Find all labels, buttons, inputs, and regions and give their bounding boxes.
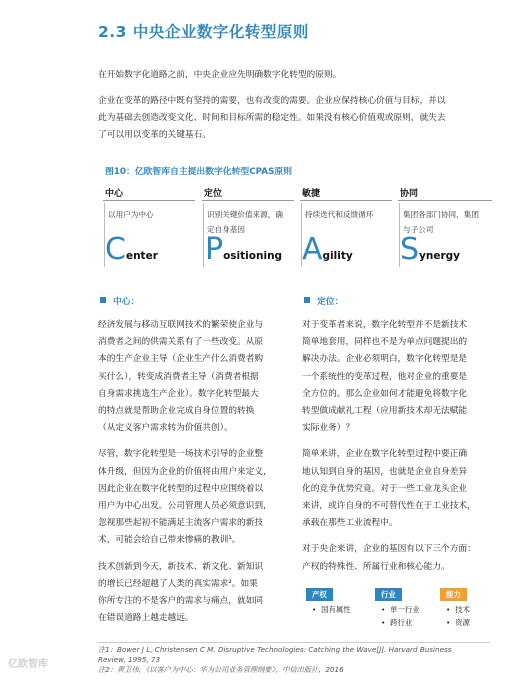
list-item: • 国有属性 [312, 605, 351, 614]
text-line: 术，可能会给自己带来惨痛的教训¹。 [98, 535, 241, 546]
word-rest: ositioning [223, 250, 283, 262]
column-heading: 定位 [204, 189, 223, 199]
tag-ownership: 产权 [306, 588, 333, 601]
item-text: 国有属性 [321, 605, 351, 614]
tag-items [312, 603, 351, 616]
section-heading-center [100, 294, 139, 307]
desc-line: 以用户为中心 [108, 210, 154, 219]
text-line: 买什么），转变成消费者主导（消费者根据 [98, 371, 259, 382]
divider [203, 203, 204, 267]
list-item: • 单一行业 [381, 605, 420, 614]
divider [300, 200, 392, 201]
text-line: 尽管，数字化转型是一场技术引导的企业整 [98, 449, 264, 460]
text-line: 转型做成献礼工程（应用新技术却无法赋能 [302, 406, 468, 417]
text-line: 承载在那些工业流程中。 [302, 518, 398, 529]
big-letter: S [400, 232, 420, 267]
text-line: 经济发展与移动互联网技术的繁荣使企业与 [98, 320, 264, 330]
text-line: 化的竞争优势究竟。对于一些工业龙头企业 [302, 483, 468, 494]
divider [103, 200, 195, 201]
paragraph [302, 317, 498, 437]
text-line: 对于央企来讲，企业的基因有以下三个方面： [302, 544, 476, 555]
text-line: 因此企业在数字化转型的过程中应围绕着以 [98, 483, 264, 494]
text-line: 的特点就是帮助企业完成自身位置的转换 [98, 406, 255, 417]
heading-text: 中心： [113, 297, 140, 307]
footnote-divider [98, 642, 490, 643]
section-heading-positioning [304, 294, 343, 307]
big-letter: C [105, 232, 126, 267]
paragraph [302, 541, 498, 575]
intro-paragraph-1: 在开始数字化道路之前，中央企业应先明确数字化转型的原则。 [98, 70, 342, 80]
desc-line: 持续迭代和反馈循环 [305, 210, 374, 219]
square-bullet-icon [100, 297, 106, 303]
text-line: 体升级，但因为企业的价值将由用户来定义， [98, 466, 272, 477]
item-text: 技术 [455, 605, 470, 614]
list-item: • 资源 [446, 618, 470, 627]
desc-line: 定自身基因 [207, 225, 245, 234]
column-heading: 中心 [105, 189, 124, 199]
tag-capability: 能力 [440, 588, 467, 601]
section-title: 2.3 中央企业数字化转型原则 [98, 23, 309, 41]
text-line: 消费者之间的供需关系有了一些改变。从原 [98, 337, 264, 348]
big-letter: P [205, 232, 224, 267]
intro-line: 此为基础去创造改变文化、时间和目标所需的稳定性。如果没有核心价值观或原则，就失去 [98, 113, 446, 123]
intro-line: 企业在变革的路径中既有坚持的需要，也有改变的需要。企业应保持核心价值与目标，并以 [98, 96, 446, 106]
watermark: 亿欧智库 [8, 659, 48, 670]
text-line: 简单来讲，企业在数字化转型过程中要正确 [302, 449, 468, 460]
cpas-letter-a [302, 233, 353, 273]
text-line: 对于变革者来说，数字化转型并不是新技术 [302, 320, 468, 330]
square-bullet-icon [304, 297, 310, 303]
text-line: 地认知到自身的基因，也就是企业自身差异 [302, 466, 468, 477]
cpas-letter-p [205, 233, 282, 273]
divider [398, 200, 492, 201]
item-text: 跨行业 [390, 618, 413, 627]
text-line: 全方位的。那么企业如何才能避免将数字化 [302, 388, 468, 399]
word-rest: gility [322, 250, 353, 262]
footnote-line: 注1：Bower J L, Christensen C M. Disruptive Technologies: Catching the Wave[J]. Harvard Business [98, 645, 452, 654]
tag-items [446, 603, 470, 629]
column-heading: 敏捷 [302, 189, 321, 199]
text-line: （从定义客户需求转为价值共创）。 [98, 423, 233, 434]
heading-text: 定位： [317, 297, 344, 307]
paragraph [302, 446, 498, 532]
text-line: 技术创新到今天，新技术、新文化、新知识 [98, 561, 264, 572]
tag-items [381, 603, 420, 629]
column-description [108, 207, 198, 222]
item-text: 单一行业 [390, 605, 420, 614]
item-text: 资源 [455, 618, 470, 627]
column-heading: 协同 [400, 189, 419, 199]
text-line: 忽视那些起初不能满足主流客户需求的新技 [98, 518, 264, 529]
left-column-text [98, 317, 294, 627]
text-line: 你所专注的不是客户的需求与痛点，就如同 [98, 596, 264, 607]
text-line: 本的生产企业主导（企业生产什么消费者购 [98, 354, 264, 365]
cpas-letter-c [105, 233, 158, 273]
list-item: • 技术 [446, 605, 470, 614]
big-letter: A [302, 232, 323, 267]
text-line: 简单地套用，同样也不是为单点问题提出的 [302, 337, 468, 348]
desc-line: 与子公司 [403, 225, 434, 234]
text-line: 产权的特殊性、所属行业和核心能力。 [302, 561, 450, 572]
desc-line: 集团各部门协同，集团 [403, 210, 479, 219]
paragraph [98, 446, 294, 549]
intro-paragraph-2 [98, 93, 490, 144]
text-line: 实际业务）？ [302, 423, 355, 434]
text-line: 解决办法。企业必须明白，数字化转型是是 [302, 354, 468, 365]
footnote-2: 注2：黄卫伟，《以客户为中心：华为公司业务管理纲要》，中信出版社，2016 [98, 665, 344, 674]
list-item: • 跨行业 [381, 618, 413, 627]
text-line: 来讲，或许自身的不可替代性在于工业技术， [302, 501, 476, 512]
text-line: 一个系统性的变革过程，他对企业的重要是 [302, 371, 468, 382]
word-rest: ynergy [419, 250, 461, 262]
text-line: 的增长已经超越了人类的真实需求²。如果 [98, 578, 258, 589]
text-line: 用户为中心出发。公司管理人员必须意识到， [98, 501, 272, 512]
right-column-text [302, 317, 498, 576]
footnote-line: Review, 1995, 73 [98, 655, 161, 664]
paragraph [98, 317, 294, 437]
paragraph [98, 559, 294, 628]
text-line: 在错误道路上越走越远。 [98, 613, 194, 624]
text-line: 自身需求挑选生产企业）。数字化转型最大 [98, 388, 259, 399]
tag-industry: 行业 [375, 588, 402, 601]
figure-title: 图10：亿欧智库自主提出数字化转型CPAS原则 [105, 167, 293, 177]
footnote-1 [98, 645, 488, 665]
column-description [305, 207, 397, 222]
desc-line: 识别关键价值来源，确 [207, 210, 283, 219]
word-rest: enter [125, 250, 158, 262]
cpas-letter-s [400, 233, 460, 273]
divider [202, 200, 294, 201]
intro-line: 了可以用以变革的关键基石。 [98, 130, 211, 140]
